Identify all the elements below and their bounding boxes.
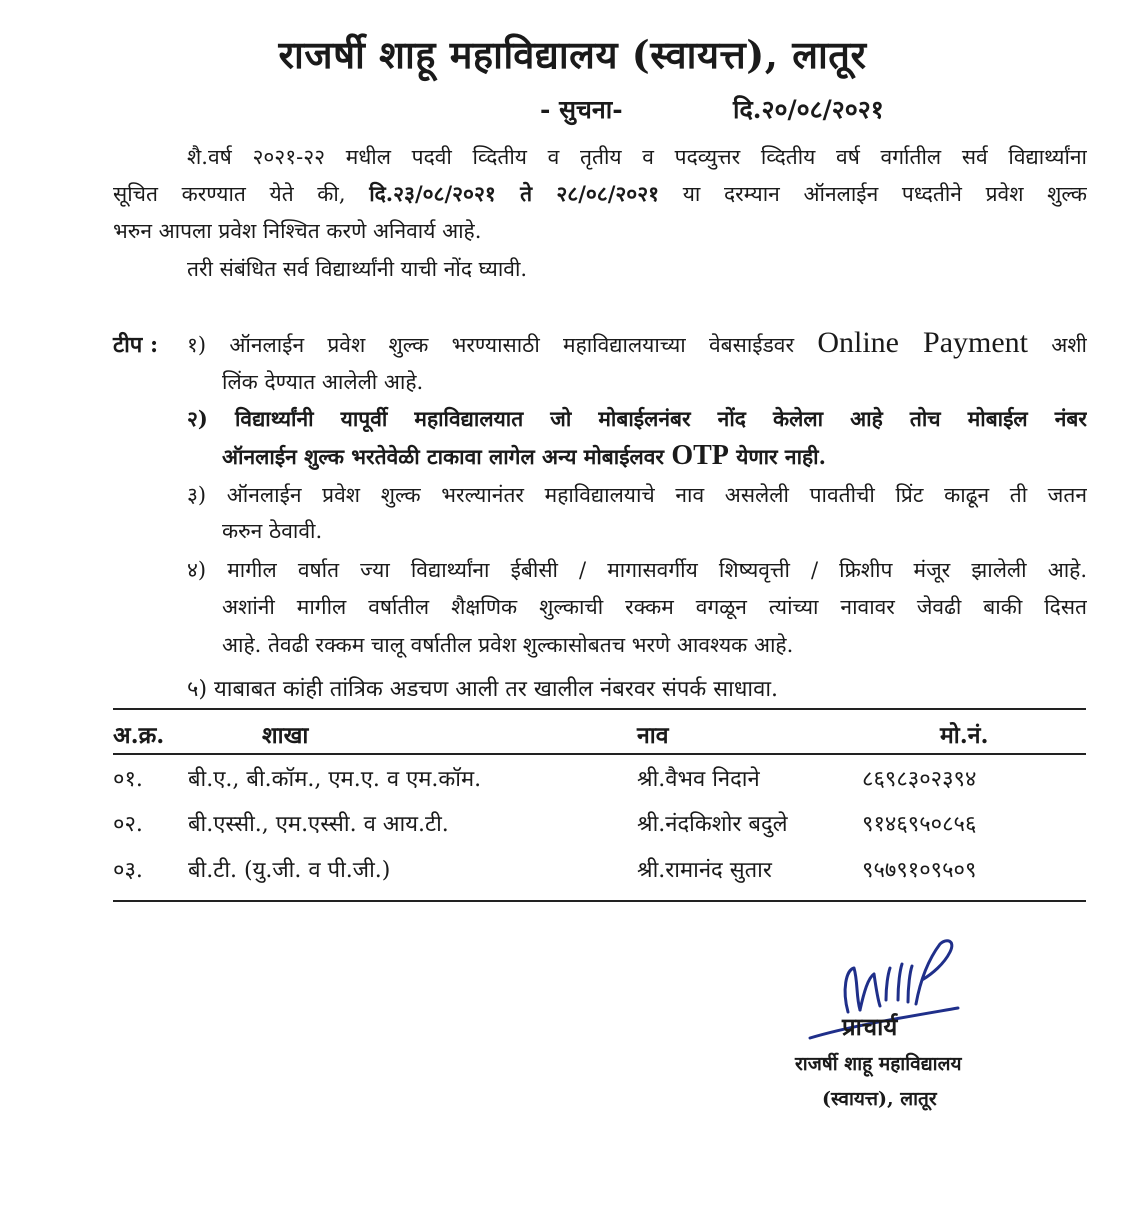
otp-text: OTP bbox=[671, 440, 729, 471]
para2: तरी संबंधित सर्व विद्यार्थ्यांनी याची नोंद घ्यावी. bbox=[187, 257, 528, 281]
note1-line1-post: अशी bbox=[1051, 333, 1087, 357]
row-sr: ०१. bbox=[113, 767, 143, 792]
notice-label: - सुचना- bbox=[540, 95, 623, 124]
online-payment-text: Online Payment bbox=[817, 326, 1028, 359]
header-name: नाव bbox=[637, 722, 669, 749]
table-header-rule bbox=[113, 753, 1086, 755]
note1-line1-pre: १) ऑनलाईन प्रवेश शुल्क भरण्यासाठी महाविद्यालयाच्या वेबसाईडवर bbox=[187, 333, 795, 357]
para1-line1: शै.वर्ष २०२१-२२ मधील पदवी व्दितीय व तृतीय व पदव्युत्तर व्दितीय वर्ष वर्गातील सर्व विद्यार्थ्यांना bbox=[187, 145, 1087, 169]
note3-line1: ३) ऑनलाईन प्रवेश शुल्क भरल्यानंतर महाविद्यालयाचे नाव असलेली पावतीची प्रिंट काढून ती जतन bbox=[187, 483, 1087, 507]
para1-line2 bbox=[113, 180, 1087, 212]
note5: ५) याबाबत कांही तांत्रिक अडचण आली तर खालील नंबरवर संपर्क साधावा. bbox=[187, 677, 779, 702]
row-contact-name: श्री.नंदकिशोर बदुले bbox=[637, 812, 788, 837]
admission-date-range: दि.२३/०८/२०२१ ते २८/०८/२०२१ bbox=[369, 181, 660, 206]
row-contact-name: श्री.रामानंद सुतार bbox=[637, 858, 772, 883]
row-contact-name: श्री.वैभव निदाने bbox=[637, 767, 760, 792]
table-bottom-rule bbox=[113, 900, 1086, 902]
row-mobile: ९१४६९५०८५६ bbox=[862, 812, 977, 837]
note1-line1 bbox=[187, 326, 1087, 366]
row-mobile: ९५७९१०९५०९ bbox=[862, 858, 977, 883]
row-branch: बी.एस्सी., एम.एस्सी. व आय.टी. bbox=[188, 812, 449, 837]
note4-line2: अशांनी मागील वर्षातील शैक्षणिक शुल्काची रक्कम वगळून त्यांच्या नावावर जेवढी बाकी दिसत bbox=[222, 595, 1087, 619]
table-top-rule bbox=[113, 708, 1086, 710]
row-sr: ०३. bbox=[113, 858, 143, 883]
signature-designation: प्राचार्य bbox=[842, 1012, 898, 1041]
para1-line3: भरुन आपला प्रवेश निश्चित करणे अनिवार्य आहे. bbox=[113, 219, 482, 243]
signature-place: (स्वायत्त), लातूर bbox=[822, 1088, 937, 1110]
header-mobile: मो.नं. bbox=[940, 722, 989, 749]
notice-date: दि.२०/०८/२०२१ bbox=[733, 95, 884, 124]
note2-line2 bbox=[222, 440, 826, 472]
header-sr-no: अ.क्र. bbox=[113, 722, 165, 749]
note3-line2: करुन ठेवावी. bbox=[222, 519, 323, 543]
notes-label: टीप : bbox=[113, 332, 159, 358]
row-sr: ०२. bbox=[113, 812, 143, 837]
para1-line2-pre: सूचित करण्यात येते की, bbox=[113, 182, 346, 206]
note4-line3: आहे. तेवढी रक्कम चालू वर्षातील प्रवेश शुल्कासोबतच भरणे आवश्यक आहे. bbox=[222, 633, 794, 657]
row-branch: बी.ए., बी.कॉम., एम.ए. व एम.कॉम. bbox=[188, 767, 482, 792]
document-title: राजर्षी शाहू महाविद्यालय (स्वायत्त), लातूर bbox=[278, 32, 867, 77]
note2-line2-pre: ऑनलाईन शुल्क भरतेवेळी टाकावा लागेल अन्य मोबाईलवर bbox=[222, 444, 665, 469]
note4-line1: ४) मागील वर्षात ज्या विद्यार्थ्यांना ईबीसी / मागासवर्गीय शिष्यवृत्ती / फ्रिशीप मंजूर झालेली आहे. bbox=[187, 558, 1087, 582]
para1-line2-post: या दरम्यान ऑनलाईन पध्दतीने प्रवेश शुल्क bbox=[682, 182, 1087, 206]
note2-line2-post: येणार नाही. bbox=[736, 444, 826, 469]
note1-line2: लिंक देण्यात आलेली आहे. bbox=[222, 370, 424, 394]
row-mobile: ८६९८३०२३९४ bbox=[862, 767, 977, 792]
signature-college: राजर्षी शाहू महाविद्यालय bbox=[795, 1053, 962, 1075]
header-branch: शाखा bbox=[262, 722, 309, 749]
note2-line1: २) विद्यार्थ्यांनी यापूर्वी महाविद्यालयात जो मोबाईलनंबर नोंद केलेला आहे तोच मोबाईल नंबर bbox=[187, 406, 1087, 431]
row-branch: बी.टी. (यु.जी. व पी.जी.) bbox=[188, 858, 391, 883]
